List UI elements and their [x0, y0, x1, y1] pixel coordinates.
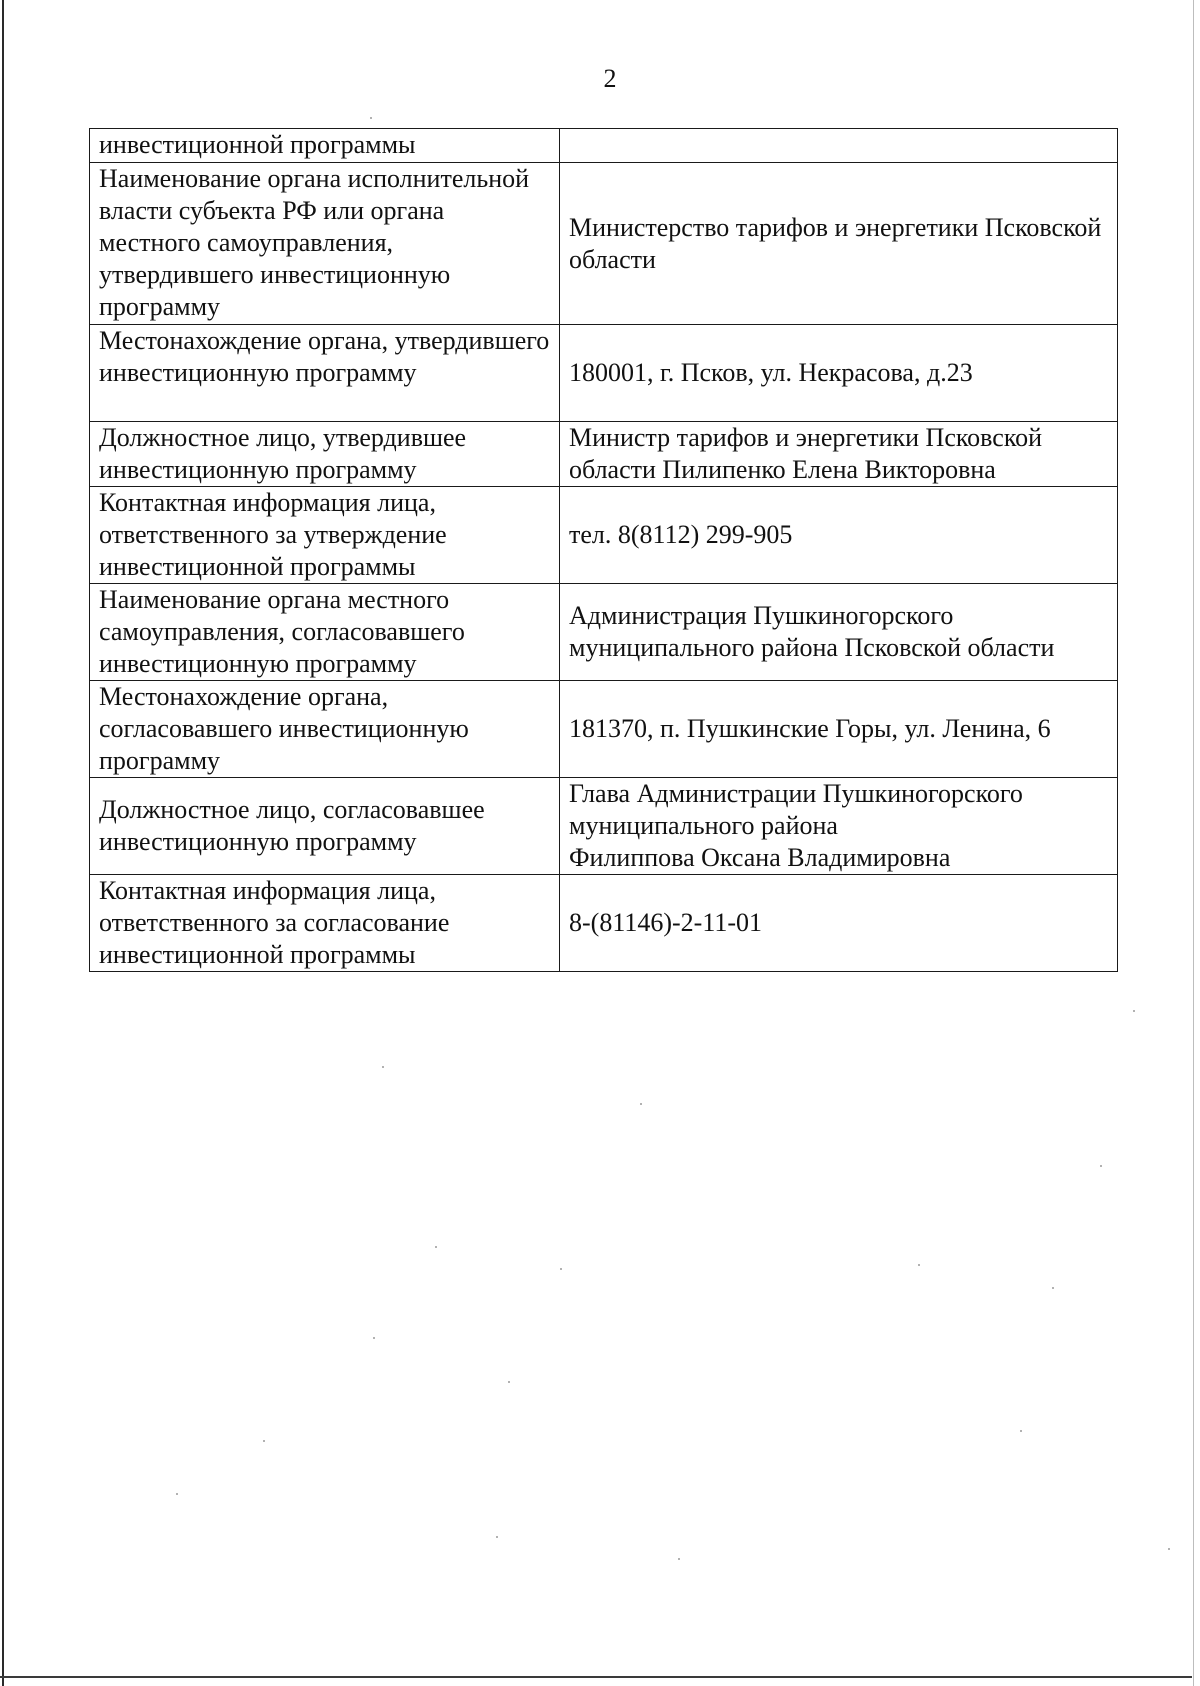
row-value: Министр тарифов и энергетики Псковской области Пилипенко Елена Викторовна	[560, 422, 1118, 487]
table-row	[90, 778, 1118, 875]
row-value: 180001, г. Псков, ул. Некрасова, д.23	[560, 325, 1118, 422]
table-row	[90, 681, 1118, 778]
table-row	[90, 422, 1118, 487]
row-label: Местонахождение органа, утвердившего инвестиционную программу	[90, 325, 560, 422]
scan-speck	[263, 1440, 265, 1442]
scan-speck	[508, 1381, 510, 1383]
scan-border-right	[1193, 0, 1194, 1686]
row-value	[560, 129, 1118, 163]
page-number: 2	[603, 64, 617, 93]
row-label: Наименование органа исполнительной власти субъекта РФ или органа местного самоуправления, утвердившего инвестиционную программу	[90, 163, 560, 325]
scan-speck	[640, 1103, 642, 1105]
row-value: 181370, п. Пушкинские Горы, ул. Ленина, 6	[560, 681, 1118, 778]
scan-speck	[560, 1268, 562, 1270]
row-label: инвестиционной программы	[90, 129, 560, 163]
scan-speck	[1168, 1548, 1170, 1550]
scan-speck	[373, 1337, 375, 1339]
row-value: Глава Администрации Пушкиногорского муниципального района Филиппова Оксана Владимировна	[560, 778, 1118, 875]
scan-speck	[1052, 1287, 1054, 1289]
scan-border-bottom	[0, 1676, 1192, 1678]
row-label: Контактная информация лица, ответственного за согласование инвестиционной программы	[90, 875, 560, 972]
scan-speck	[1133, 1010, 1135, 1012]
scan-speck	[176, 1493, 178, 1495]
row-value: тел. 8(8112) 299-905	[560, 487, 1118, 584]
row-value: 8-(81146)-2-11-01	[560, 875, 1118, 972]
row-label: Должностное лицо, согласовавшее инвестиционную программу	[90, 778, 560, 875]
row-label: Должностное лицо, утвердившее инвестиционную программу	[90, 422, 560, 487]
scan-border-left	[2, 0, 4, 1686]
row-value: Министерство тарифов и энергетики Псковской области	[560, 163, 1118, 325]
table-row	[90, 584, 1118, 681]
scan-speck	[678, 1558, 680, 1560]
row-label: Наименование органа местного самоуправления, согласовавшего инвестиционную программу	[90, 584, 560, 681]
row-label: Местонахождение органа, согласовавшего инвестиционную программу	[90, 681, 560, 778]
scan-speck	[496, 1536, 498, 1538]
table-row	[90, 875, 1118, 972]
scan-speck	[1020, 1430, 1022, 1432]
table-row	[90, 163, 1118, 325]
row-label: Контактная информация лица, ответственного за утверждение инвестиционной программы	[90, 487, 560, 584]
investment-program-info-table	[89, 128, 1118, 972]
row-value: Администрация Пушкиногорского муниципального района Псковской области	[560, 584, 1118, 681]
scan-speck	[1100, 1165, 1102, 1167]
scan-speck	[370, 117, 372, 119]
scan-speck	[382, 1066, 384, 1068]
table-row	[90, 487, 1118, 584]
table-row	[90, 129, 1118, 163]
scan-speck	[435, 1246, 437, 1248]
scan-speck	[918, 1264, 920, 1266]
table-row	[90, 325, 1118, 422]
